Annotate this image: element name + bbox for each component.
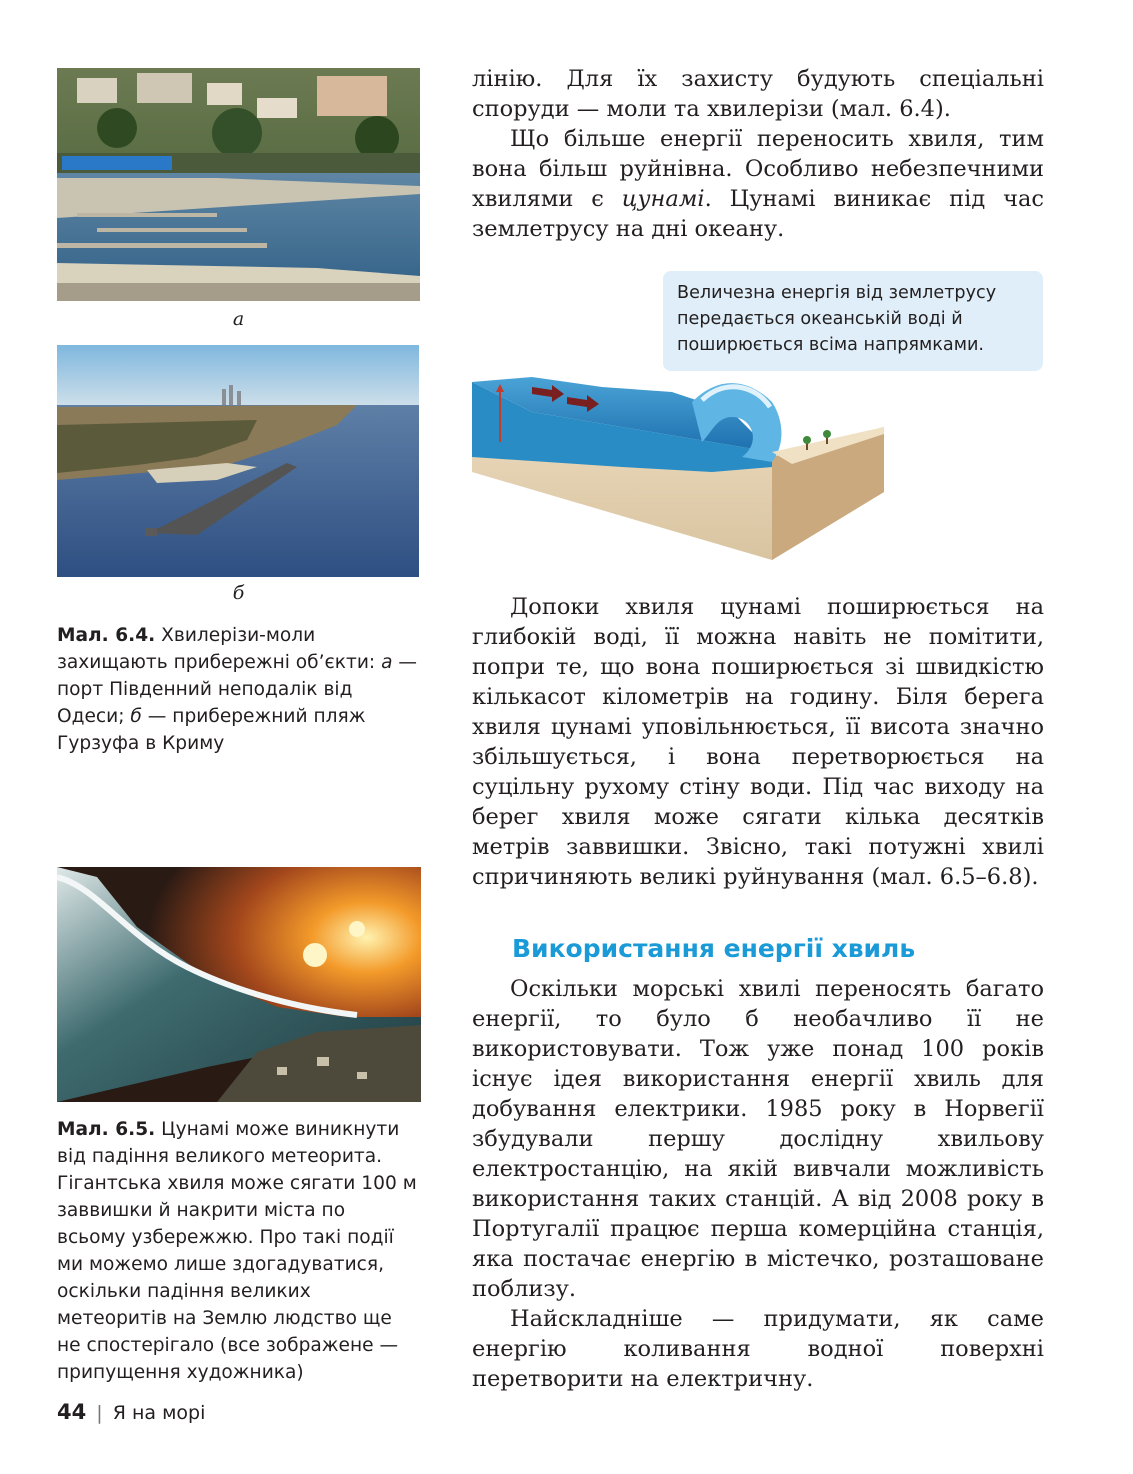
paragraph-tsunami-energy-part-2: . Цунамі виникає під час землетрусу на дні океану. [472, 186, 1044, 242]
paragraph-tsunami-energy-part-1: Що більше енергії переносить хвиля, тим вона більш руйнівна. Особливо небезпечними хвилями є [472, 126, 1044, 212]
paragraph-tsunami-energy [472, 124, 1044, 244]
callout-text: Величезна енергія від землетрусу передається океанській воді й поширюється всіма напрямками. [677, 283, 997, 355]
section-heading-wave-energy: Використання енергії хвиль [512, 934, 916, 963]
photo-gurzuf-beach [57, 345, 419, 577]
caption-fig-6-4-b: б [130, 706, 142, 727]
footer-separator: | [96, 1402, 103, 1424]
paragraph-hardest-part [472, 1304, 1044, 1394]
caption-fig-6-4-text-1: Хвилерізи-моли захищають прибережні об’єкти: [57, 625, 382, 673]
caption-fig-6-4-a: а [381, 652, 393, 673]
caption-fig-6-5 [57, 1116, 419, 1386]
paragraph-tsunami-energy-text [472, 124, 1044, 244]
photo-a-letter: а [232, 308, 245, 330]
paragraph-tsunami-propagation [472, 592, 1044, 892]
paragraph-wave-energy-usage [472, 974, 1044, 1304]
caption-fig-6-5-text: Цунамі може виникнути від падіння великого метеорита. Гігантська хвиля може сягати 100 м заввишки й накрити міста по всьому узбережжю. Про такі події ми можемо лише здогадуватися, оскільки падіння великих метеоритів на Землю людство ще не спостерігало (все зображене — припущення художника) [57, 1119, 417, 1383]
paragraph-tsunami-propagation-text: Допоки хвиля цунамі поширюється на глибокій воді, її можна навіть не помітити, попри те, що вона поширюється зі швидкістю кількасот кілометрів на годину. Біля берега хвиля цунамі уповільнюється, її висота значно збільшується, і вона перетворюється на суцільну рухому стіну води. Під час виходу на берег хвиля може сягати кілька десятків метрів заввишки. Звісно, такі потужні хвилі спричиняють великі руйнування (мал. 6.5–6.8). [472, 594, 1044, 890]
diagram-tsunami-block [472, 372, 884, 560]
photo-tsunami-meteor [57, 867, 421, 1102]
photo-b-letter: б [232, 582, 245, 604]
paragraph-wave-energy-usage-text: Оскільки морські хвилі переносять багато енергії, то було б необачливо її не використовувати. Тож уже понад 100 років існує ідея використання енергії хвиль для добування електрики. 1985 року в Норвегії збудували першу дослідну хвильову електростанцію, на якій вивчали можливість використання таких станцій. А від 2008 року в Португалії працює перша комерційна станція, яка постачає енергію в містечко, розташоване поблизу. [472, 976, 1044, 1302]
footer-chapter-title: Я на морі [112, 1402, 206, 1424]
callout-earthquake-energy [663, 271, 1043, 371]
photo-port-pivdennyi [57, 68, 420, 301]
page-footer [57, 1400, 205, 1424]
paragraph-breakwaters-text: лінію. Для їх захисту будують спеціальні споруди — моли та хвилерізи (мал. 6.4). [472, 66, 1044, 122]
paragraph-hardest-part-text: Найскладніше — придумати, як саме енергію коливання водної поверхні перетворити на електричну. [472, 1306, 1044, 1392]
page-number: 44 [57, 1400, 87, 1424]
caption-fig-6-5-label: Мал. 6.5. [57, 1119, 156, 1140]
caption-fig-6-4-label: Мал. 6.4. [57, 625, 156, 646]
caption-fig-6-4 [57, 622, 419, 757]
caption-fig-6-4-text-3: — прибережний пляж Гурзуфа в Криму [57, 706, 366, 754]
caption-fig-6-4-text-2: — порт Південний неподалік від Одеси; [57, 652, 418, 727]
tsunami-term: цунамі [621, 186, 705, 212]
paragraph-breakwaters [472, 64, 1044, 124]
